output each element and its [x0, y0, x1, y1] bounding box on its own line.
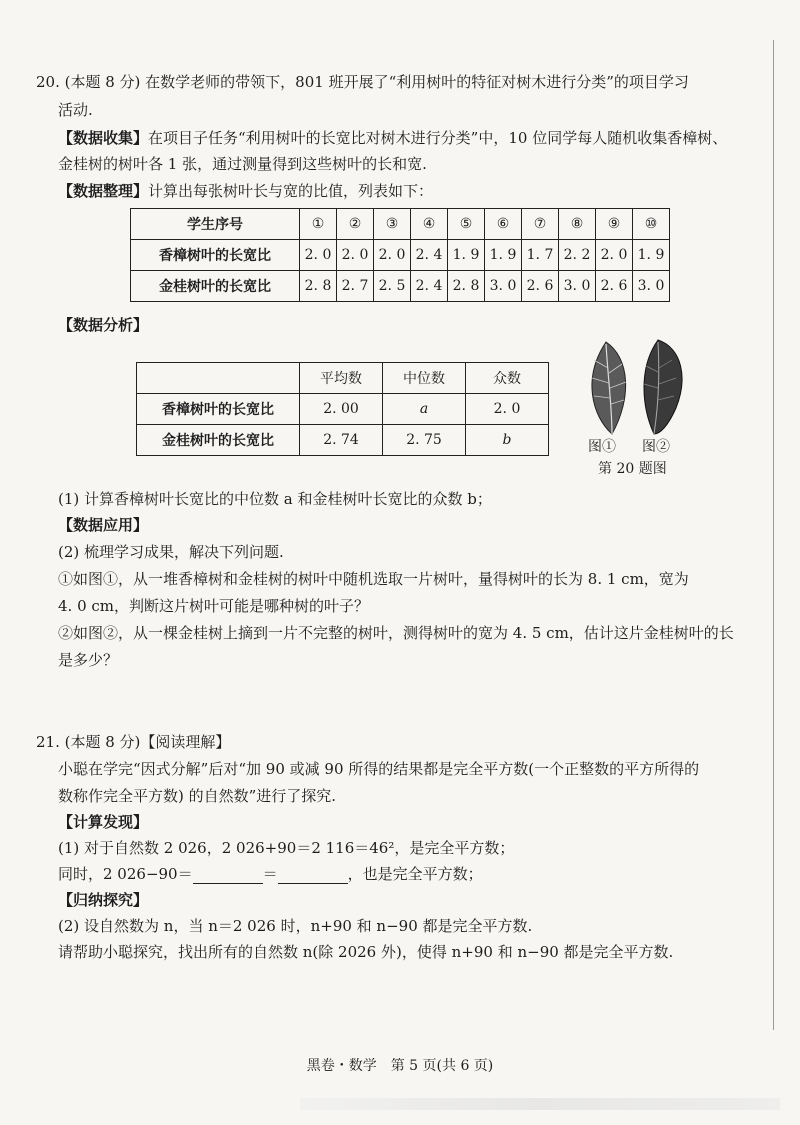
q21-induct-line2: 请帮助小聪探究，找出所有的自然数 n(除 2026 外)，使得 n+90 和 n−90 都是完全平方数.: [58, 943, 674, 961]
q20-part2: (2) 梳理学习成果，解决下列问题.: [58, 543, 284, 561]
calc2-equals: ＝: [262, 865, 278, 883]
calc2-text: 同时，2 026−90＝: [58, 865, 193, 883]
collect-tag: 【数据收集】: [58, 129, 149, 147]
table-cell: ①: [300, 209, 337, 240]
analysis-tag: 【数据分析】: [58, 316, 149, 334]
collect-text1: 在项目子任务“利用树叶的长宽比对树木进行分类”中，10 位同学每人随机收集香樟树、: [148, 129, 728, 147]
leaf-figures: [572, 338, 702, 438]
row-label: 香樟树叶的长宽比: [131, 240, 300, 271]
table-cell: 2. 8: [300, 271, 337, 302]
table-cell: 2. 7: [337, 271, 374, 302]
table-cell: ⑧: [559, 209, 596, 240]
q21-title: 21. (本题 8 分)【阅读理解】: [36, 733, 231, 751]
row-label: 金桂树叶的长宽比: [137, 425, 300, 456]
q20-sub2-line2: 是多少？: [58, 651, 119, 669]
table-cell: 2. 0: [337, 240, 374, 271]
table-cell: ②: [337, 209, 374, 240]
answer-blank-2[interactable]: [278, 868, 348, 884]
leaf-2-image: [644, 340, 682, 434]
table-cell: 2. 0: [596, 240, 633, 271]
q21-read-line1: 小聪在学完“因式分解”后对“加 90 或减 90 所得的结果都是完全平方数(一个正整数的平方所得的: [58, 760, 700, 778]
table-cell: 2. 5: [374, 271, 411, 302]
table-cell: 2. 4: [411, 271, 448, 302]
table-cell: a: [383, 394, 466, 425]
fig1-label: 图①: [588, 439, 616, 455]
calc-tag: 【计算发现】: [58, 813, 149, 831]
q21-read-line2: 数称作完全平方数) 的自然数”进行了探究.: [58, 787, 337, 805]
table-cell: ④: [411, 209, 448, 240]
table-cell: 2. 8: [448, 271, 485, 302]
table-header: 平均数: [300, 363, 383, 394]
page-footer: 黑卷・数学 第 5 页(共 6 页): [306, 1058, 494, 1074]
q20-intro-line2: 活动.: [58, 101, 93, 119]
table-cell: 2. 6: [596, 271, 633, 302]
table-row: [131, 240, 670, 271]
table-cell: b: [466, 425, 549, 456]
ratio-table: [130, 208, 670, 302]
table-row: [137, 363, 549, 394]
induct-tag: 【归纳探究】: [58, 891, 149, 909]
table-row: [131, 271, 670, 302]
table-cell: 3. 0: [559, 271, 596, 302]
answer-blank-1[interactable]: [193, 868, 263, 884]
table-corner: [137, 363, 300, 394]
table-cell: 2. 74: [300, 425, 383, 456]
apply-tag: 【数据应用】: [58, 516, 149, 534]
table-cell: 1. 9: [633, 240, 670, 271]
table-header: 众数: [466, 363, 549, 394]
q20-organize: [58, 181, 433, 201]
q20-sub1-line1: ①如图①，从一堆香樟树和金桂树的树叶中随机选取一片树叶，量得树叶的长为 8. 1 cm，宽为: [58, 570, 689, 588]
figure-caption: 第 20 题图: [598, 461, 667, 477]
table-cell: ⑥: [485, 209, 522, 240]
table-cell: ⑩: [633, 209, 670, 240]
table-cell: ③: [374, 209, 411, 240]
q21-calc-line1: (1) 对于自然数 2 026，2 026+90＝2 116＝46²，是完全平方数；: [58, 839, 515, 857]
q20-sub2-line1: ②如图②，从一棵金桂树上摘到一片不完整的树叶，测得树叶的宽为 4. 5 cm，估计这片金桂树叶的长: [58, 624, 734, 642]
table-cell: 2. 4: [411, 240, 448, 271]
table-cell: 2. 0: [300, 240, 337, 271]
table-cell: 2. 6: [522, 271, 559, 302]
table-cell: ⑤: [448, 209, 485, 240]
table-cell: 2. 00: [300, 394, 383, 425]
leaf-1-image: [592, 342, 626, 434]
table-cell: 3. 0: [485, 271, 522, 302]
q20-sub1-line2: 4. 0 cm，判断这片树叶可能是哪种树的叶子？: [58, 597, 370, 615]
q20-collect-line2: 金桂树的树叶各 1 张，通过测量得到这些树叶的长和宽.: [58, 155, 427, 173]
table-cell: 2. 0: [374, 240, 411, 271]
table-row: [131, 209, 670, 240]
table-row: [137, 394, 549, 425]
row-label: 香樟树叶的长宽比: [137, 394, 300, 425]
organize-tag: 【数据整理】: [58, 182, 149, 200]
table-cell: 2. 75: [383, 425, 466, 456]
statistics-table: [136, 362, 549, 456]
scan-smudge: [300, 1098, 780, 1110]
fig2-label: 图②: [642, 439, 670, 455]
table-header-label: 学生序号: [131, 209, 300, 240]
table-cell: 1. 9: [448, 240, 485, 271]
table-cell: 1. 7: [522, 240, 559, 271]
page-edge-line: [773, 40, 774, 1030]
table-cell: 1. 9: [485, 240, 522, 271]
row-label: 金桂树叶的长宽比: [131, 271, 300, 302]
q20-intro-line1: 20. (本题 8 分) 在数学老师的带领下，801 班开展了“利用树叶的特征对树木进行分类”的项目学习: [36, 73, 689, 91]
table-cell: 2. 2: [559, 240, 596, 271]
table-cell: 3. 0: [633, 271, 670, 302]
q20-collect: [58, 128, 727, 148]
calc2-text-end: ，也是完全平方数；: [347, 865, 483, 883]
table-cell: ⑦: [522, 209, 559, 240]
table-cell: ⑨: [596, 209, 633, 240]
q21-induct-line1: (2) 设自然数为 n，当 n＝2 026 时，n+90 和 n−90 都是完全平方数.: [58, 917, 533, 935]
table-cell: 2. 0: [466, 394, 549, 425]
organize-text: 计算出每张树叶长与宽的比值，列表如下：: [148, 182, 434, 200]
table-row: [137, 425, 549, 456]
q20-part1: (1) 计算香樟树叶长宽比的中位数 a 和金桂树叶长宽比的众数 b；: [58, 490, 492, 508]
table-header: 中位数: [383, 363, 466, 394]
q21-calc-line2: [58, 864, 483, 884]
